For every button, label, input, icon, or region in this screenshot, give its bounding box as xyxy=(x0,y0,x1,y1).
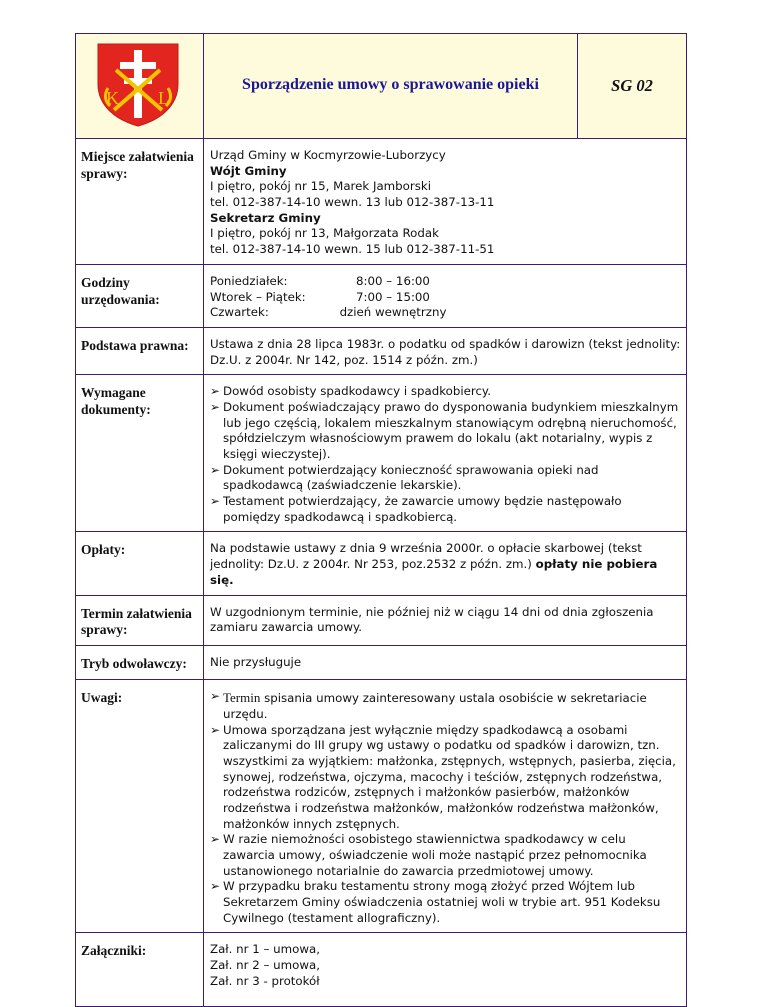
hours-value: dzień wewnętrzny xyxy=(339,305,447,320)
list-item: ➢ Umowa sporządzana jest wyłącznie między spadkodawcą a osobami zaliczanymi do III grupy wg ustawy o podatku od spadków i darowizn, tzn. wszystkimi za wyjątkiem: małżonka, zstępnych, wstępnych, pasierba, zięcia, synowej, rodzeństwa, ojczyma, macochy i teściów, zstępnych rodzeństwa, rodzeństwa rodziców, zstępnych i małżonków pasierbów, małżonków rodzeństwa i rodzeństwa małżonków, małżonków rodzeństwa małżonków, małżonków innych zstępnych. xyxy=(210,722,676,831)
arrow-bullet-icon: ➢ xyxy=(210,494,220,509)
arrow-bullet-icon: ➢ xyxy=(210,462,220,477)
list-item: ➢ W przypadku braku testamentu strony mogą złożyć przed Wójtem lub Sekretarzem Gminy oświadczenia ostatniej woli w trybie art. 951 Kodeksu Cywilnego (testament allograficzny). xyxy=(210,879,661,925)
label-oplaty: Opłaty: xyxy=(76,532,204,595)
office-hours xyxy=(210,274,681,321)
wojt-room: I piętro, pokój nr 15, Marek Jamborski xyxy=(210,179,431,194)
day-label: Wtorek – Piątek: xyxy=(210,289,306,304)
documents-list xyxy=(210,384,681,525)
value-podstawa: Ustawa z dnia 28 lipca 1983r. o podatku od spadków i darowizn (tekst jednolity: Dz.U. z 2004r. Nr 142, poz. 1514 z późn. zm.) xyxy=(204,327,687,374)
value-oplaty xyxy=(204,532,687,595)
notes-list xyxy=(210,689,681,926)
label-tryb: Tryb odwoławczy: xyxy=(76,646,204,680)
arrow-bullet-icon: ➢ xyxy=(210,722,220,737)
crest-cell xyxy=(76,34,204,139)
sekretarz-phone: tel. 012-387-14-10 wewn. 15 lub 012-387-11-51 xyxy=(210,242,495,257)
office-name: Urząd Gminy w Kocmyrzowie-Luborzycy xyxy=(210,148,446,162)
value-miejsce xyxy=(204,139,687,265)
crest-letter-l: L xyxy=(158,88,169,108)
attachment-item: Zał. nr 2 – umowa, xyxy=(210,958,320,973)
header-row xyxy=(76,34,687,139)
row-godziny xyxy=(76,264,687,327)
wojt-heading: Wójt Gminy xyxy=(210,163,287,178)
list-item: ➢ Termin spisania umowy zainteresowany ustala osobiście w sekretariacie urzędu. xyxy=(210,689,647,721)
label-podstawa: Podstawa prawna: xyxy=(76,327,204,374)
sekretarz-heading: Sekretarz Gminy xyxy=(210,210,321,225)
attachment-item: Zał. nr 1 – umowa, xyxy=(210,942,320,957)
row-tryb xyxy=(76,646,687,680)
fee-note: opłaty nie pobiera się. xyxy=(210,557,658,587)
label-godziny: Godziny urzędowania: xyxy=(76,264,204,327)
row-podstawa xyxy=(76,327,687,374)
coat-of-arms-logo xyxy=(90,40,186,128)
procedure-table xyxy=(75,33,687,1007)
row-oplaty xyxy=(76,532,687,595)
row-miejsce xyxy=(76,139,687,265)
day-label: Poniedziałek: xyxy=(210,273,288,288)
sekretarz-room: I piętro, pokój nr 13, Małgorzata Rodak xyxy=(210,226,439,241)
label-termin: Termin załatwienia sprawy: xyxy=(76,595,204,646)
value-uwagi xyxy=(204,680,687,933)
label-dokumenty: Wymagane dokumenty: xyxy=(76,375,204,532)
hours-value: 8:00 – 16:00 xyxy=(356,273,430,288)
value-termin: W uzgodnionym terminie, nie później niż w ciągu 14 dni od dnia zgłoszenia zamiaru zawarcia umowy. xyxy=(204,595,687,646)
arrow-bullet-icon: ➢ xyxy=(210,384,220,399)
list-item: ➢ Dokument poświadczający prawo do dysponowania budynkiem mieszkalnym lub jego częścią, lokalem mieszkalnym stanowiącym odrębną nieruchomość, spółdzielczym własnościowym prawem do lokalu (akt notarialny, wypis z księgi wieczystej). xyxy=(210,399,679,461)
row-zalaczniki xyxy=(76,933,687,1007)
value-godziny xyxy=(204,264,687,327)
row-uwagi xyxy=(76,680,687,933)
attachment-item: Zał. nr 3 - protokół xyxy=(210,973,320,988)
label-miejsce: Miejsce załatwienia sprawy: xyxy=(76,139,204,265)
list-item: ➢ Dowód osobisty spadkodawcy i spadkobiercy. xyxy=(210,384,491,399)
arrow-bullet-icon: ➢ xyxy=(210,879,220,894)
wojt-phone: tel. 012-387-14-10 wewn. 13 lub 012-387-13-11 xyxy=(210,195,495,210)
crest-letter-k: K xyxy=(106,88,119,108)
list-item: ➢ Testament potwierdzający, że zawarcie umowy będzie następowało pomiędzy spadkodawcą i spadkobiercą. xyxy=(210,494,622,524)
fee-basis: Na podstawie ustawy z dnia 9 września 2000r. o opłacie skarbowej (tekst jednolity: Dz.U. z 2004r. Nr 253, poz.2532 z późn. zm.) xyxy=(210,541,642,572)
list-item: ➢ W razie niemożności osobistego stawiennictwa spadkodawcy w celu zawarcia umowy, oświadczenie woli może nastąpić przez pełnomocnika ustanowionego notarialnie do zawarcia przedmiotowej umowy. xyxy=(210,832,647,878)
document-code: SG 02 xyxy=(578,34,687,139)
arrow-bullet-icon: ➢ xyxy=(210,399,220,414)
arrow-bullet-icon: ➢ xyxy=(210,832,220,847)
label-zalaczniki: Załączniki: xyxy=(76,933,204,1007)
document-title: Sporządzenie umowy o sprawowanie opieki xyxy=(204,34,578,139)
day-label: Czwartek: xyxy=(210,305,269,320)
value-dokumenty xyxy=(204,375,687,532)
procedure-card xyxy=(75,33,686,1007)
hours-value: 7:00 – 15:00 xyxy=(356,289,430,304)
row-termin xyxy=(76,595,687,646)
arrow-bullet-icon: ➢ xyxy=(210,689,220,704)
label-uwagi: Uwagi: xyxy=(76,680,204,933)
list-item: ➢ Dokument potwierdzający konieczność sprawowania opieki nad spadkodawcą (zaświadczenie lekarskie). xyxy=(210,462,599,493)
value-zalaczniki xyxy=(204,933,687,1007)
row-dokumenty xyxy=(76,375,687,532)
value-tryb: Nie przysługuje xyxy=(204,646,687,680)
